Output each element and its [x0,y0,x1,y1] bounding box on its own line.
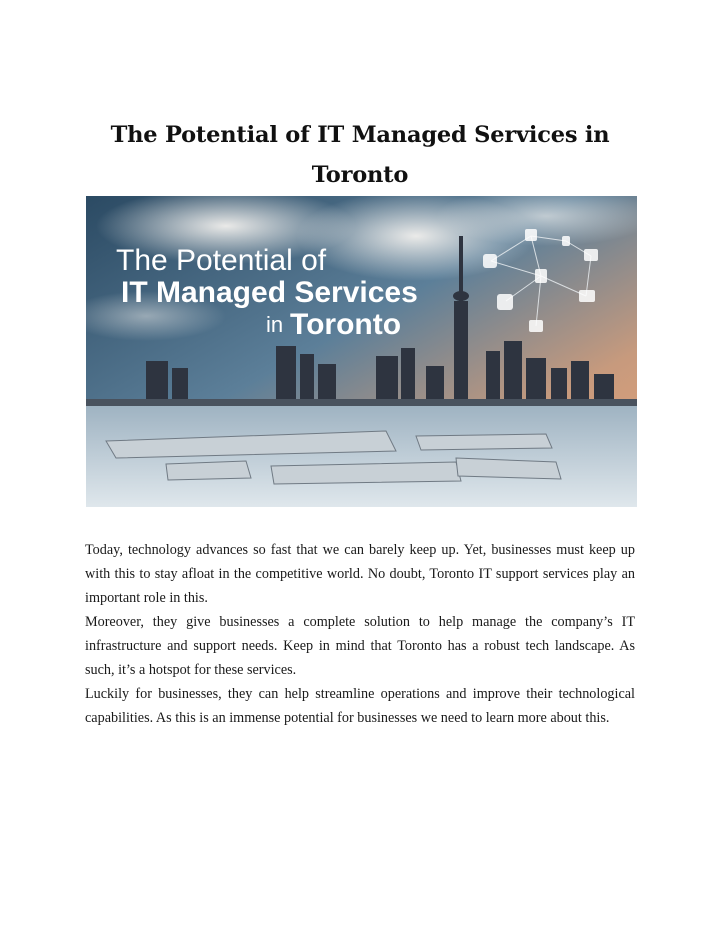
paragraph-2: Moreover, they give businesses a complete solution to help manage the company’s IT infrastructure and support needs. Keep in mind that Toronto has a robust tech landscape. As such, it’s a hotspot for these services. [85,614,635,678]
article-body [85,538,635,730]
hero-overlay-line3-city: Toronto [290,308,402,341]
paragraph-1: Today, technology advances so fast that we can barely keep up. Yet, businesses must keep up with this to stay afloat in the competitive world. No doubt, Toronto IT support services play an important role in this. [85,542,635,606]
page-title: The Potential of IT Managed Services in Toronto [110,122,610,189]
hero-overlay-line3-prefix: in [266,312,284,337]
hero-image [86,196,637,507]
hero-overlay-line1: The Potential of [116,244,327,277]
hero-overlay-line2: IT Managed Services [121,276,418,309]
paragraph-3: Luckily for businesses, they can help streamline operations and improve their technological capabilities. As this is an immense potential for businesses we need to learn more about this. [85,686,635,726]
